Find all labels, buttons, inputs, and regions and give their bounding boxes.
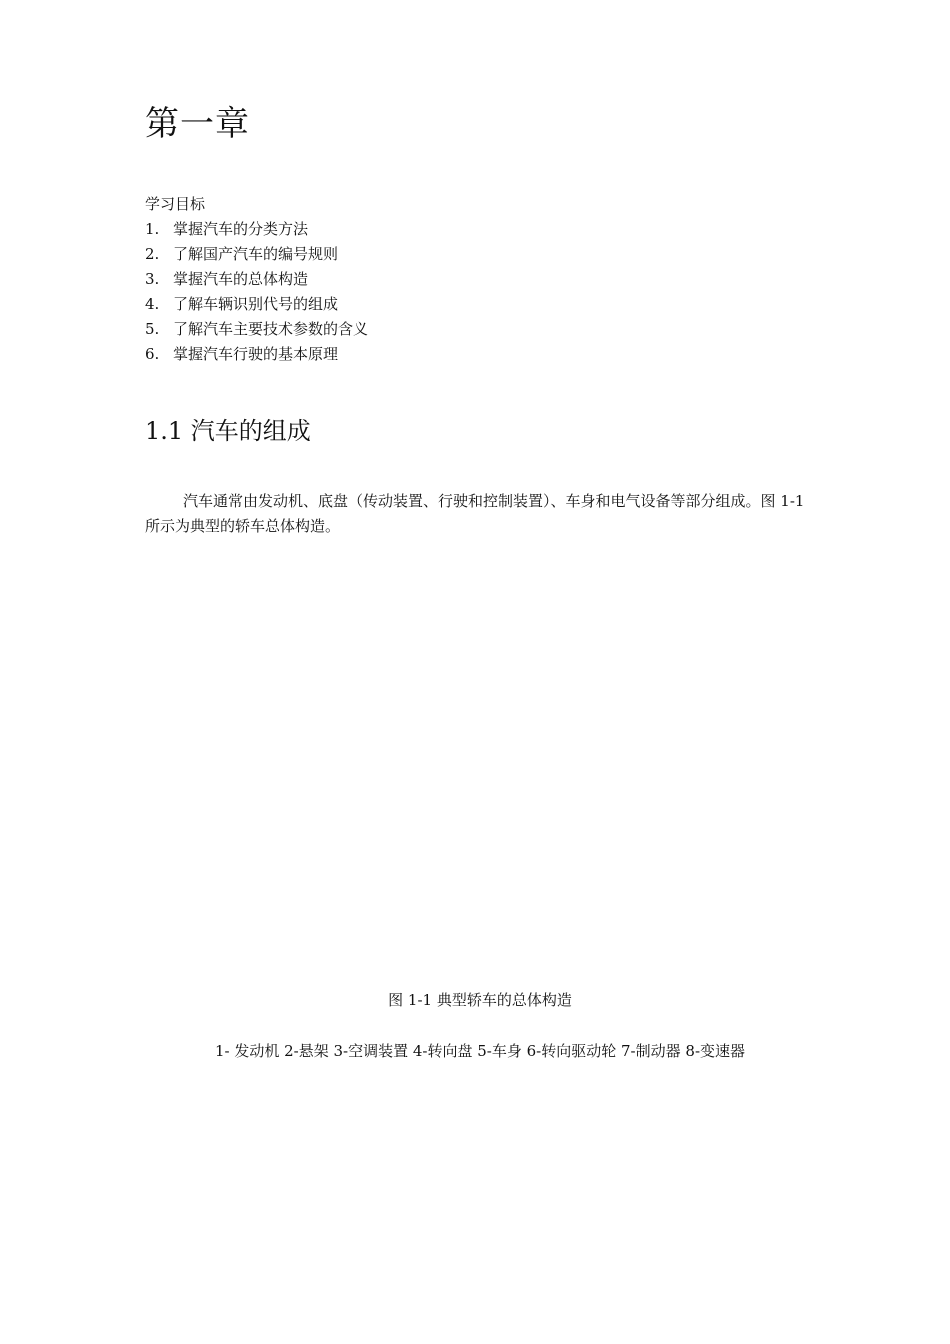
objective-number: 1. <box>145 220 160 238</box>
objective-text: 掌握汽车行驶的基本原理 <box>173 345 339 363</box>
figure-placeholder <box>145 560 810 970</box>
objective-text: 掌握汽车的分类方法 <box>173 220 309 238</box>
learning-objectives <box>145 192 795 367</box>
objective-item <box>145 342 795 367</box>
objectives-heading: 学习目标 <box>145 195 206 213</box>
objective-item <box>145 267 795 292</box>
objective-item <box>145 317 795 342</box>
objective-number: 6. <box>145 345 160 363</box>
figure-caption: 图 1-1 典型轿车的总体构造 <box>388 991 572 1009</box>
objective-item <box>145 292 795 317</box>
objective-number: 4. <box>145 295 160 313</box>
objective-number: 2. <box>145 245 160 263</box>
body-paragraph: 汽车通常由发动机、底盘（传动装置、行驶和控制装置）、车身和电气设备等部分组成。图 1-1 所示为典型的轿车总体构造。 <box>145 492 805 535</box>
objective-number: 3. <box>145 270 160 288</box>
figure-legend: 1- 发动机 2-悬架 3-空调装置 4-转向盘 5-车身 6-转向驱动轮 7-制动器 8-变速器 <box>214 1042 746 1060</box>
objective-text: 掌握汽车的总体构造 <box>173 270 309 288</box>
objectives-list <box>145 217 795 367</box>
section-title: 1.1 汽车的组成 <box>145 417 311 445</box>
chapter-title: 第一章 <box>145 104 250 144</box>
objective-item <box>145 217 795 242</box>
objective-item <box>145 242 795 267</box>
objective-text: 了解车辆识别代号的组成 <box>173 295 339 313</box>
objective-text: 了解汽车主要技术参数的含义 <box>173 320 369 338</box>
objective-number: 5. <box>145 320 160 338</box>
objective-text: 了解国产汽车的编号规则 <box>173 245 339 263</box>
